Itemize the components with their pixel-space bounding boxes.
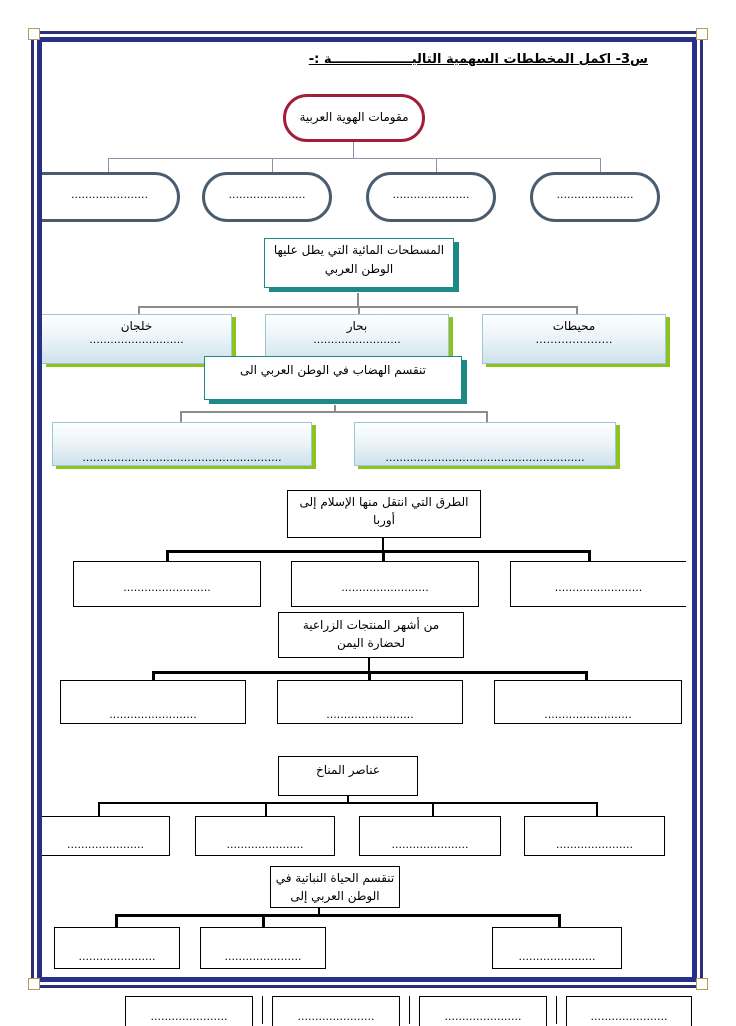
diagram7-blank[interactable]: ...................... [54, 927, 180, 969]
connector [180, 411, 488, 413]
diagram1-blank[interactable]: ...................... [366, 172, 496, 222]
diagram4-blank[interactable]: ......................... [291, 561, 479, 607]
connector [98, 802, 100, 816]
diagram4-root: الطرق التي انتقل منها الإسلام إلى أوربا [287, 490, 481, 538]
diagram6-blank[interactable]: ...................... [195, 816, 335, 856]
diagram1-blank[interactable]: ...................... [42, 172, 180, 222]
frame-corner-ornament [696, 28, 708, 40]
diagram7-blank[interactable]: ...................... [200, 927, 326, 969]
diagram1-root: مقومات الهوية العربية [283, 94, 425, 142]
diagram2-box-oceans[interactable] [482, 314, 666, 364]
diagram5-blank[interactable]: ......................... [494, 680, 682, 724]
connector [596, 802, 598, 816]
overflow-blank[interactable]: ...................... [272, 996, 400, 1026]
connector [98, 802, 598, 804]
connector [262, 996, 263, 1024]
blank-dots: ......................... [313, 333, 401, 346]
connector [166, 550, 590, 553]
diagram3-root: تنقسم الهضاب في الوطن العربي الى [204, 356, 462, 400]
diagram6-blank[interactable]: ...................... [524, 816, 665, 856]
connector [436, 158, 437, 172]
diagram5-blank[interactable]: ......................... [60, 680, 246, 724]
connector [115, 914, 561, 917]
connector [108, 158, 600, 159]
diagram4-blank[interactable]: ......................... [510, 561, 686, 607]
diagram3-blank[interactable]: ......................................................... [354, 422, 616, 466]
diagram6-root: عناصر المناخ [278, 756, 418, 796]
connector [409, 996, 410, 1024]
box-label: خلجان [120, 319, 153, 333]
box-label: بحار [346, 319, 368, 333]
overflow-blank[interactable]: ...................... [125, 996, 253, 1026]
diagram7-root: تنقسم الحياة النباتية في الوطن العربي إلى [270, 866, 400, 908]
overflow-blank[interactable]: ...................... [419, 996, 547, 1026]
diagram4-blank[interactable]: ......................... [73, 561, 261, 607]
blank-dots: ………………… [535, 333, 613, 346]
blank-dots: ........................... [89, 333, 184, 346]
diagram1-blank[interactable]: ...................... [530, 172, 660, 222]
diagram6-blank[interactable]: ...................... [42, 816, 170, 856]
diagram2-root: المسطحات المائية التي يطل عليها الوطن العربي [264, 238, 454, 288]
box-label: محيطات [552, 319, 596, 333]
connector [558, 914, 561, 928]
connector [353, 142, 354, 158]
frame-corner-ornament [28, 28, 40, 40]
connector [115, 914, 118, 928]
frame-corner-ornament [28, 978, 40, 990]
connector [368, 658, 370, 672]
diagram3-blank[interactable]: ......................................................... [52, 422, 312, 466]
diagram5-blank[interactable]: ......................... [277, 680, 463, 724]
frame-corner-ornament [696, 978, 708, 990]
connector [262, 914, 265, 928]
connector [357, 293, 359, 307]
diagram7-blank[interactable]: ...................... [492, 927, 622, 969]
overflow-blank[interactable]: ...................... [566, 996, 692, 1026]
connector [265, 802, 267, 816]
connector [556, 996, 557, 1024]
connector [432, 802, 434, 816]
connector [272, 158, 273, 172]
diagram6-blank[interactable]: ...................... [359, 816, 501, 856]
diagram1-blank[interactable]: ...................... [202, 172, 332, 222]
question-title: س3- اكمل المخططات السهمية التاليــــــــــــــــــة :- [308, 52, 648, 67]
connector [108, 158, 109, 172]
connector [600, 158, 601, 172]
diagram5-root: من أشهر المنتجات الزراعية لحضارة اليمن [278, 612, 464, 658]
